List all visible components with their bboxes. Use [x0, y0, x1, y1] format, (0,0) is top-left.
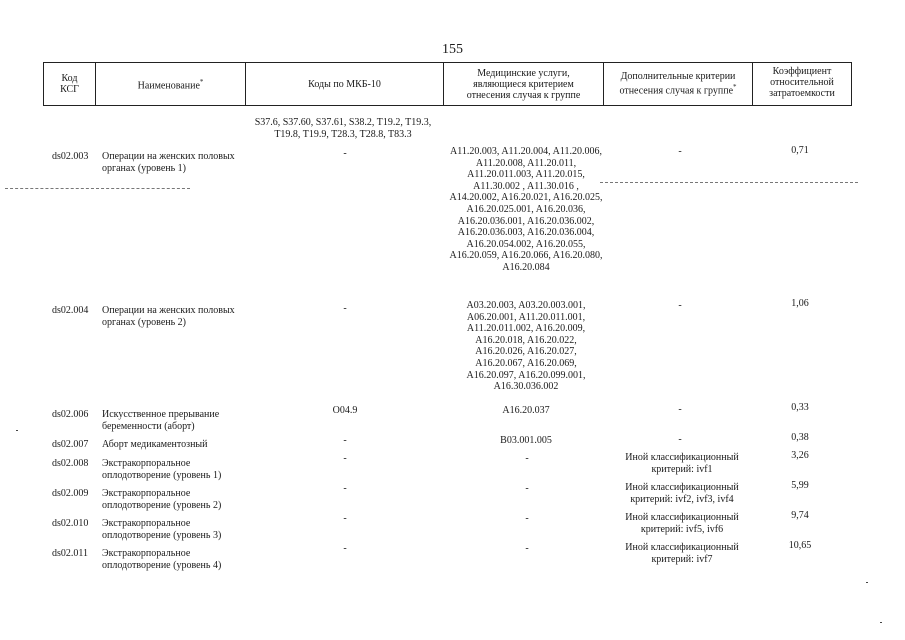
row-coef: 5,99 — [791, 480, 809, 491]
row-name: Экстракорпоральное оплодотворение (уровень 2) — [102, 488, 222, 511]
row-mkb: - — [343, 148, 347, 159]
row-mkb: O04.9 — [332, 405, 358, 416]
scan-speck — [880, 622, 882, 623]
row-coef: 0,71 — [791, 145, 809, 156]
row-code: ds02.011 — [52, 548, 89, 559]
row-mkb: - — [343, 543, 347, 554]
scan-artifact-line — [600, 182, 858, 183]
col-divider-7 — [851, 62, 852, 106]
row-code: ds02.007 — [52, 439, 89, 450]
row-name: Экстракорпоральное оплодотворение (уровень 1) — [102, 458, 222, 481]
row-name: Экстракорпоральное оплодотворение (уровень 4) — [102, 548, 222, 571]
row-code: ds02.009 — [52, 488, 89, 499]
row-services: - — [525, 483, 529, 494]
row-extra: Иной классификационный критерий: ivf2, ivf3, ivf4 — [625, 482, 739, 505]
row-name: Искусственное прерывание беременности (аборт) — [102, 409, 220, 432]
row-extra: Иной классификационный критерий: ivf7 — [625, 542, 739, 565]
row-extra: - — [678, 404, 682, 415]
row-code: ds02.003 — [52, 151, 89, 162]
row-code: ds02.008 — [52, 458, 89, 469]
row-extra: - — [678, 146, 682, 157]
row-coef: 0,33 — [791, 402, 809, 413]
scan-artifact-line — [5, 188, 190, 189]
row-extra: Иной классификационный критерий: ivf1 — [625, 452, 739, 475]
row-name: Аборт медикаментозный — [102, 439, 208, 450]
row-services: A03.20.003, A03.20.003.001, A06.20.001, A11.20.011.001, A11.20.011.002, A16.20.009, A16.20.018, A16.20.022, A16.20.026, A16.20.027, A16.20.067, A16.20.069, A16.20.097, A16.20.099.001, A16.30.036.002 — [466, 300, 586, 393]
page-number: 155 — [442, 42, 463, 57]
header-coef: Коэффициент относительной затратоемкости — [769, 65, 835, 99]
row-coef: 0,38 — [791, 432, 809, 443]
row-name: Операции на женских половых органах (уровень 1) — [102, 151, 235, 174]
row-code: ds02.006 — [52, 409, 89, 420]
scan-speck — [866, 582, 868, 583]
header-mkb: Коды по МКБ-10 — [308, 78, 381, 90]
row-services: A11.20.003, A11.20.004, A11.20.006, A11.20.008, A11.20.011, A11.20.011.003, A11.20.015, A11.30.002 , A11.30.016 , A14.20.002, A16.20.021, A16.20.025, A16.20.025.001, A16.20.036, A16.20.036.001, A16.20.036.002, A16.20.036.003, A16.20.036.004, A16.20.054.002, A16.20.055, A16.20.059, A16.20.066, A16.20.080, A16.20.084 — [449, 146, 603, 273]
row-extra: - — [678, 434, 682, 445]
row-extra: - — [678, 300, 682, 311]
row-services: - — [525, 543, 529, 554]
row-extra: Иной классификационный критерий: ivf5, ivf6 — [625, 512, 739, 535]
header-code: Код КСГ — [60, 73, 79, 95]
header-services: Медицинские услуги, являющиеся критерием отнесения случая к группе — [466, 67, 581, 101]
row-mkb: - — [343, 513, 347, 524]
row-mkb: - — [343, 435, 347, 446]
row-mkb: - — [343, 483, 347, 494]
row-coef: 9,74 — [791, 510, 809, 521]
row-code: ds02.004 — [52, 305, 89, 316]
row-coef: 10,65 — [788, 540, 812, 551]
header-extra: Дополнительные критерии отнесения случая к группе* — [619, 71, 737, 97]
row-name: Операции на женских половых органах (уровень 2) — [102, 305, 235, 328]
row-coef: 3,26 — [791, 450, 809, 461]
header-bottom-border — [43, 105, 852, 106]
row-services: A16.20.037 — [502, 405, 550, 416]
row-name: Экстракорпоральное оплодотворение (уровень 3) — [102, 518, 222, 541]
row-services: - — [525, 453, 529, 464]
row-mkb: - — [343, 303, 347, 314]
row-services: - — [525, 513, 529, 524]
row-code: ds02.010 — [52, 518, 89, 529]
continued-mkb-codes: S37.6, S37.60, S37.61, S38.2, T19.2, T19.3, T19.8, T19.9, T28.3, T28.8, T83.3 — [254, 117, 432, 140]
header-name: Наименование* — [137, 77, 204, 92]
row-mkb: - — [343, 453, 347, 464]
row-services: B03.001.005 — [500, 435, 552, 446]
row-coef: 1,06 — [791, 298, 809, 309]
scan-speck — [16, 430, 18, 431]
